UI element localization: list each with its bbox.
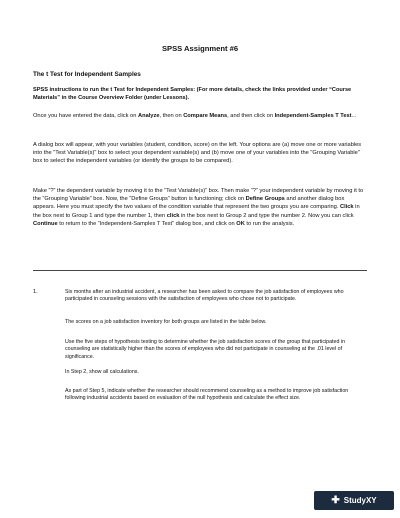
badge-label: StudyXY [343,496,377,505]
page-title: SPSS Assignment #6 [161,44,239,53]
question-step2: In Step 2, show all calculations. [65,369,139,375]
question-hypothesis-task: Use the five steps of hypothesis testing to determine whether the job satisfaction scores of the group that participated in counseling are statistically higher than the scores of employees who did not participate in counseling at the .01 level of significance. [65,339,346,360]
plus-icon: ✚ [331,494,340,506]
paragraph-analyze: Once you have entered the data, click on Analyze, then on Compare Means, and then click on Independent-Samples T Test... [33,113,357,119]
question-step5: As part of Step 5, indicate whether the researcher should recommend counseling as a method to improve job satisfaction following industrial accidents based on evaluation of the null hypothesis and calculate the effect size. [65,388,349,402]
question-intro: Six months after an industrial accident, a researcher has been asked to compare the job satisfaction of employees who participated in counseling sessions with the satisfaction of employees who chose not to participate. [65,289,344,303]
section-heading: The t Test for Independent Samples [33,71,141,78]
question-table-note: The scores on a job satisfaction inventory for both groups are listed in the table below. [65,319,267,325]
divider [33,270,367,271]
paragraph-define-groups: Make “?” the dependent variable by moving it to the “Test Variable(s)” box. Then make “?” your independent variable by moving it to the “Grouping Variable” box. Now, the “Define Groups” button is functioning; click on Define Groups and another dialog box appears. Here you must specify the two values of the condition variable that represent the two groups you are comparing. Click in the box next to Group 1 and type the number 1, then click in the box next to Group 2 and type the number 2. Now you can click Continue to return to the “Independent-Samples T Test” dialog box, and click on OK to run the analysis. [33,188,364,227]
spss-instructions: SPSS instructions to run the t Test for Independent Samples: (For more details, check the links provided under “Course Materials” in the Course Overview Folder (under Lessons). [33,87,352,101]
paragraph-dialog-box: A dialog box will appear, with your variables (student, condition, score) on the left. Your options are (a) move one or more variables into the "Test Variable(s)" box to select your dependent variable(s) and (b) move one of your variables into the "Grouping Variable" box to select the independent variables (or identify the groups to be compared). [33,142,362,165]
studyxy-badge[interactable] [314,491,394,510]
question-number: 1. [33,289,38,295]
